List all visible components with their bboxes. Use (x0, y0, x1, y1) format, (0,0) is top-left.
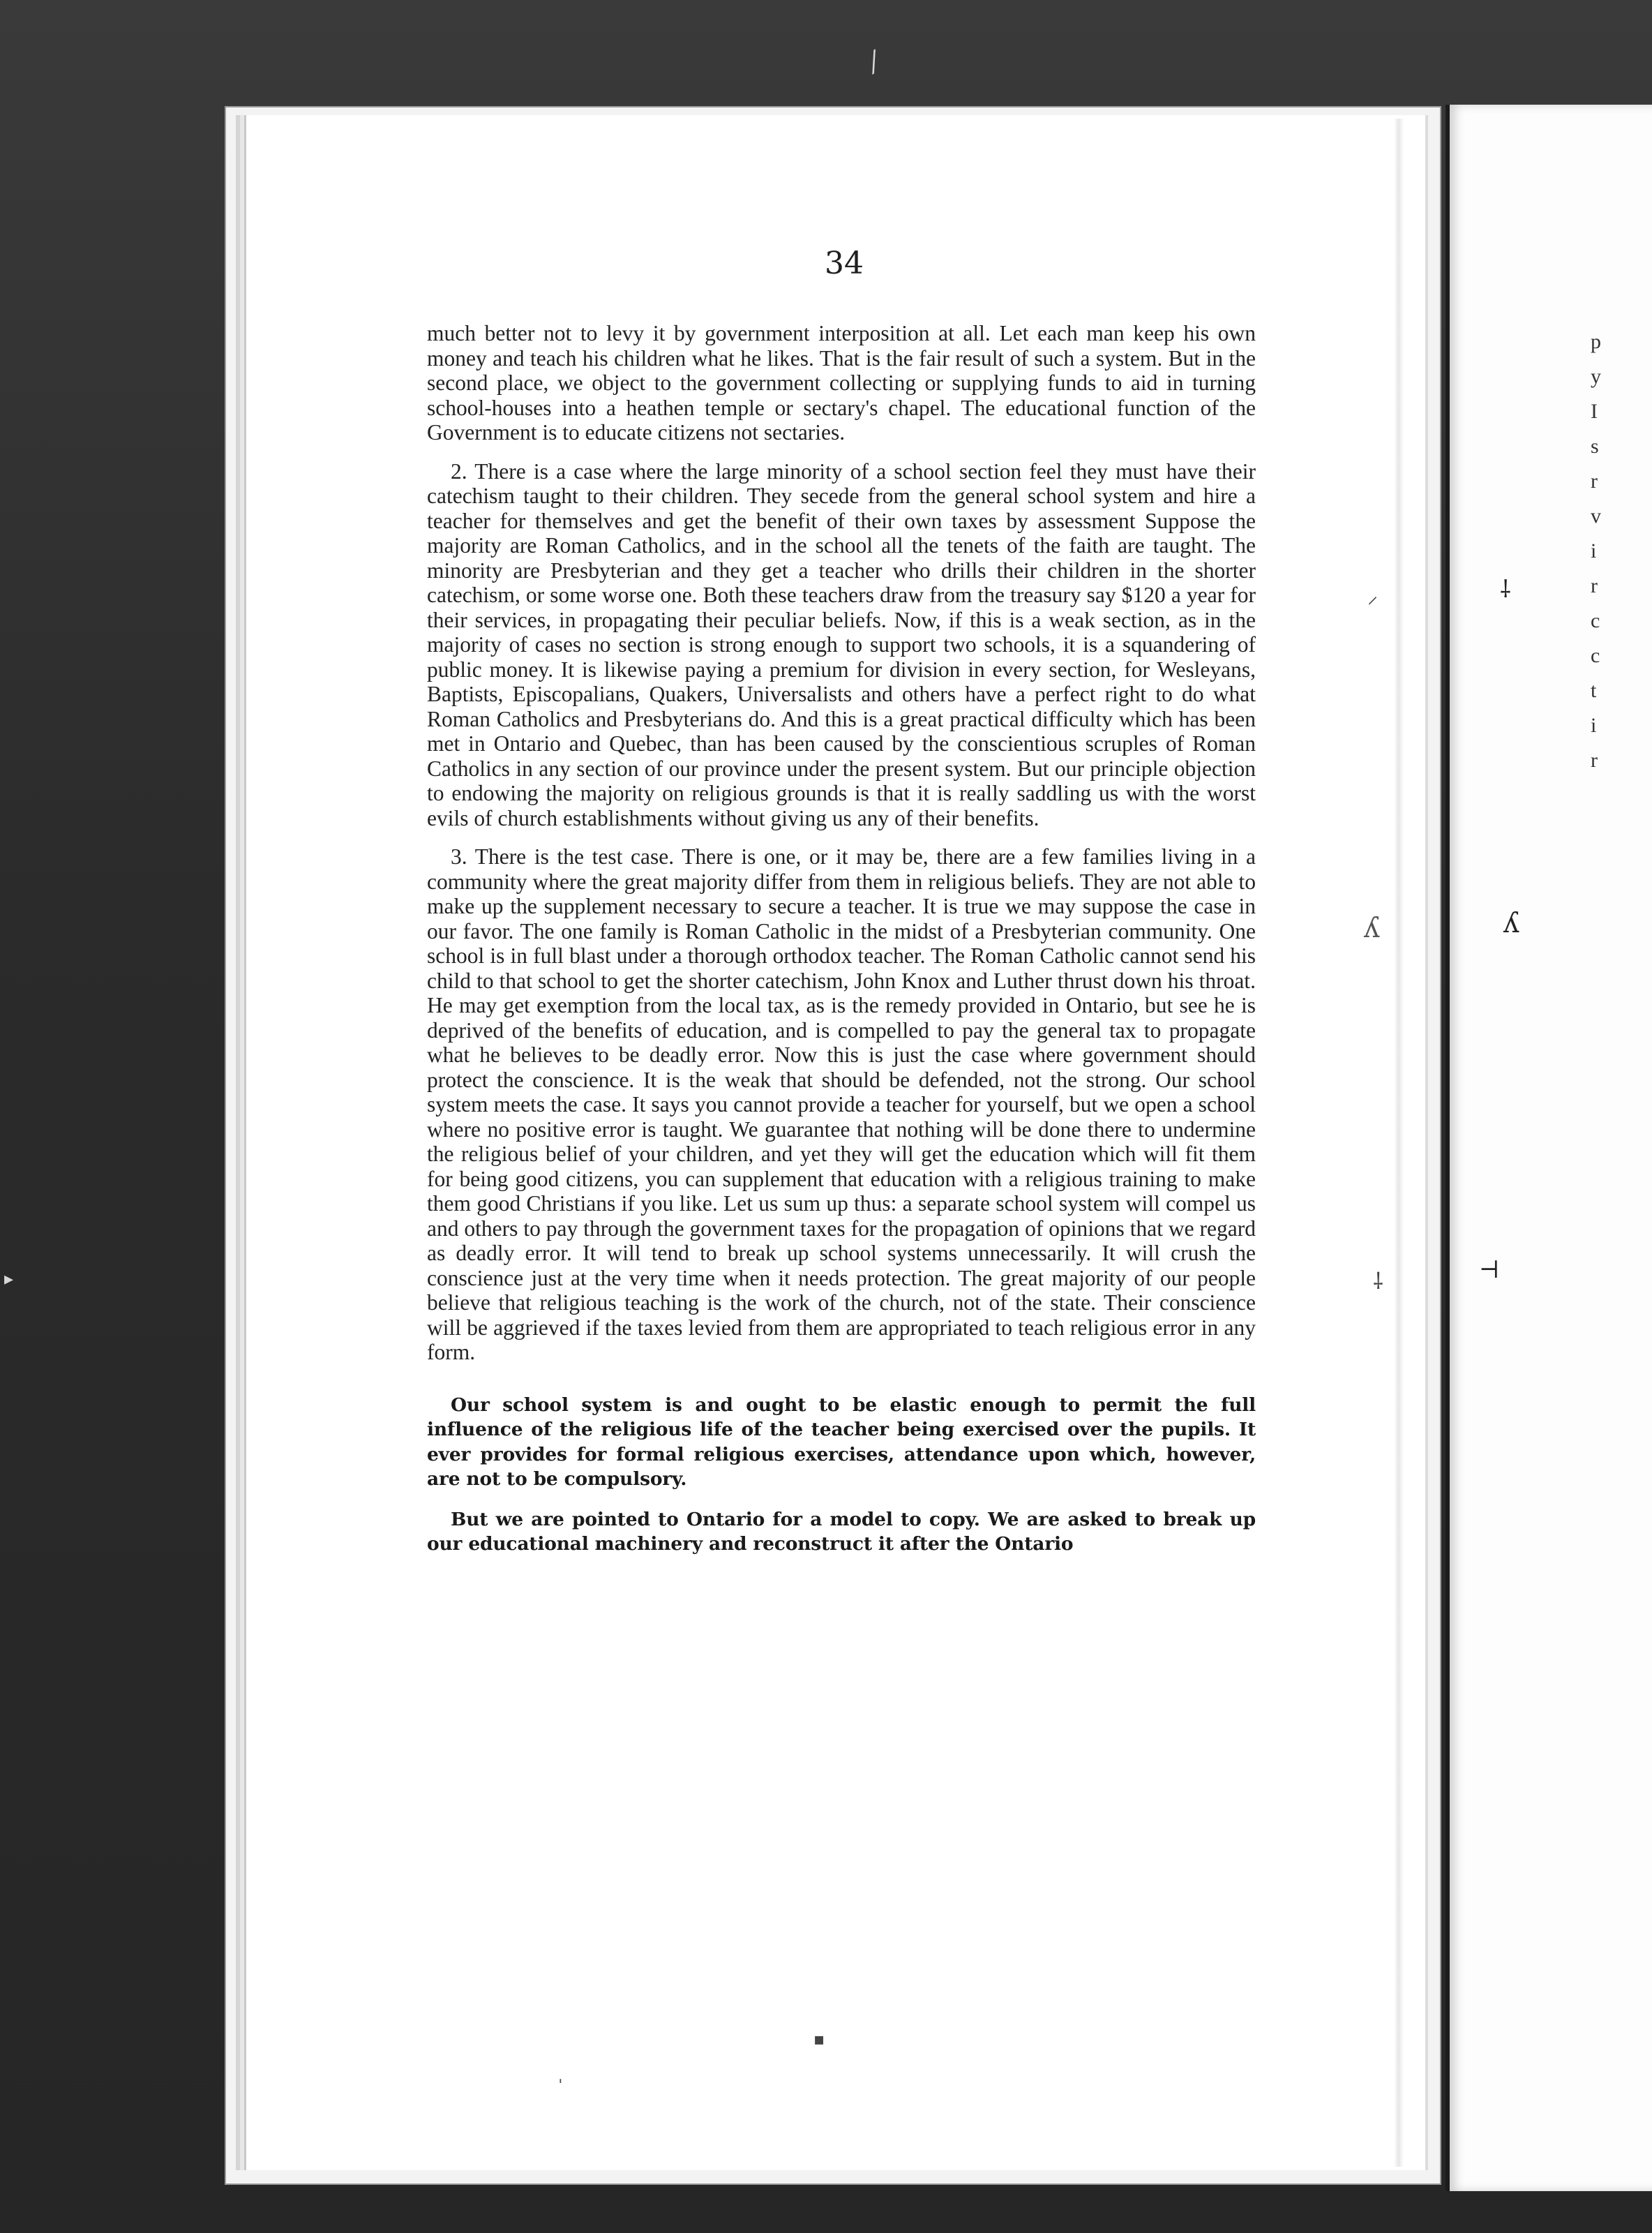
page-speck-2: ˌ (558, 2066, 563, 2085)
facing-page-mark-2: ʎ (1503, 907, 1519, 939)
margin-mark-3: ⸸ (1373, 1268, 1384, 1294)
paragraph-2: 2. There is a case where the large minority of a school section feel they must have their catechism taught to their children. They secede from the general school system and hire a teacher for themselves and get the benefit of their own taxes by assessment Suppose the majority are Roman Catholics, and in the school all the tenets of the faith are taught. The minority are Presbyterian and they get a teacher who drills their children in the shorter catechism, or some worse one. Both these teachers draw from the treasury say $120 a year for their services, in propagating their peculiar beliefs. Now, if this is a weak section, as in the majority of cases no section is strong enough to support two schools, it is a squandering of public money. It is likewise paying a premium for division in every section, for Wesleyans, Baptists, Episcopalians, Quakers, Universalists and others have a perfect right to do what Roman Catholics and Presbyterians do. And this is a great practical difficulty which has been met in Ontario and Quebec, than has been caused by the conscientious scruples of Roman Catholics in any section of our province under the present system. But our principle objection to endowing the majority on religious grounds is that it is really saddling us with the worst evils of church establishments without giving us any of their benefits. (427, 458, 1256, 830)
page-speck: ▪ (813, 2029, 825, 2049)
margin-tick-left: ▸ (4, 1269, 14, 1290)
page-number: 34 (825, 246, 864, 281)
page-fold (1394, 119, 1404, 2167)
margin-mark-1: ⸝ (1367, 584, 1378, 608)
facing-page-letters: p y I s r v i r c c t i r (1591, 330, 1601, 772)
margin-mark-2: ʎ (1364, 912, 1380, 944)
paragraph-4: Our school system is and ought to be elastic enough to permit the full influence of the religious life of the teacher being exercised over the pupils. It ever provides for formal religious exercises, attendance upon which, however, are not to be compulsory. (427, 1394, 1256, 1490)
page-body (427, 321, 1256, 1571)
pen-mark: ⁄ (864, 47, 885, 78)
paragraph-5: But we are pointed to Ontario for a model to copy. We are asked to break up our educational machinery and reconstruct it after the Ontario (427, 1508, 1256, 1555)
paragraph-3: 3. There is the test case. There is one, or it may be, there are a few families living in a community where the great majority differ from them in religious beliefs. They are not able to make up the supplement necessary to secure a teacher. It is true we may suppose the case in our favor. The one family is Roman Catholic in the midst of a Presbyterian community. One school is in full blast under a thorough orthodox teacher. The Roman Catholic cannot send his child to that school to get the shorter catechism, John Knox and Luther thrust down his throat. He may get exemption from the local tax, as is the remedy provided in Ontario, but see he is deprived of the benefits of education, and is compelled to pay the general tax to propagate what he believes to be deadly error. Now this is just the case where government should protect the conscience. It is the weak that should be defended, not the strong. Our school system meets the case. It says you cannot provide a teacher for yourself, but we open a school where no positive error is taught. We guarantee that nothing will be done there to undermine the religious belief of your children, and yet they will get the education which will fit them for being good citizens, you can supplement that education with a religious training to make them good Christians if you like. Let us sum up thus: a separate school system will compel us and others to pay through the government taxes for the propagation of opinions that we regard as deadly error. It will tend to break up school systems unnecessarily. It will crush the conscience just at the very time when it needs protection. The great majority of our people believe that religious teaching is the work of the church, not of the state. Their conscience will be aggrieved if the taxes levied from them are appropriated to teach religious error in any form. (427, 844, 1256, 1364)
paragraph-1: much better not to levy it by government interposition at all. Let each man keep his own money and teach his children what he likes. That is the fair result of such a system. But in the second place, we object to the government collecting or supplying funds to aid in turning school-houses into a heathen temple or sectary's chapel. The educational function of the Government is to educate citizens not sectaries. (427, 321, 1256, 445)
facing-page-mark-3: ⊣ (1479, 1256, 1500, 1284)
facing-page-mark-1: ⸸ (1500, 576, 1511, 604)
facing-page-edge (1446, 105, 1652, 2191)
